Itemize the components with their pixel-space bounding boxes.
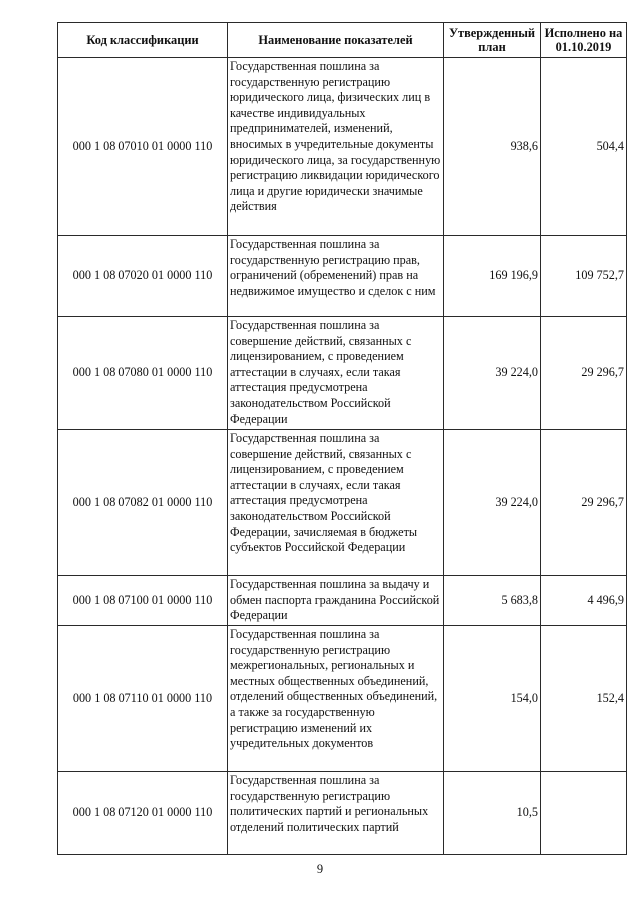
page-number: 9	[316, 862, 324, 876]
row-executed	[541, 772, 627, 855]
row-executed: 4 496,9	[541, 576, 627, 626]
row-plan: 154,0	[444, 626, 541, 772]
row-name: Государственная пошлина за государственную регистрацию прав, ограничений (обременений) прав на недвижимое имущество и сделок с ним	[228, 236, 444, 317]
row-code: 000 1 08 07120 01 0000 110	[58, 772, 228, 855]
row-plan: 10,5	[444, 772, 541, 855]
budget-revenue-table	[57, 22, 627, 855]
table-header-row	[58, 23, 627, 58]
row-code: 000 1 08 07082 01 0000 110	[58, 430, 228, 576]
row-code: 000 1 08 07020 01 0000 110	[58, 236, 228, 317]
row-name: Государственная пошлина за совершение действий, связанных с лицензированием, с проведением аттестации в случаях, если такая аттестация предусмотрена законодательством Российской Федерации, зачисляемая в бюджеты субъектов Российской Федерации	[228, 430, 444, 576]
table-row	[58, 772, 627, 855]
row-executed: 109 752,7	[541, 236, 627, 317]
table-row	[58, 236, 627, 317]
table-row	[58, 626, 627, 772]
header-name: Наименование показателей	[228, 23, 444, 58]
header-executed: Исполнено на 01.10.2019	[541, 23, 627, 58]
row-plan: 5 683,8	[444, 576, 541, 626]
row-plan: 938,6	[444, 58, 541, 236]
row-executed: 504,4	[541, 58, 627, 236]
row-name: Государственная пошлина за государственную регистрацию юридического лица, физических лиц в качестве индивидуальных предпринимателей, изменений, вносимых в учредительные документы юридического лица, за государственную регистрацию ликвидации юридического лица и другие юридически значимые действия	[228, 58, 444, 236]
row-code: 000 1 08 07010 01 0000 110	[58, 58, 228, 236]
row-name: Государственная пошлина за государственную регистрацию политических партий и региональных отделений политических партий	[228, 772, 444, 855]
row-name: Государственная пошлина за выдачу и обмен паспорта гражданина Российской Федерации	[228, 576, 444, 626]
header-plan: Утвержденный план	[444, 23, 541, 58]
row-plan: 39 224,0	[444, 430, 541, 576]
row-executed: 29 296,7	[541, 430, 627, 576]
row-name: Государственная пошлина за совершение действий, связанных с лицензированием, с проведением аттестации в случаях, если такая аттестация предусмотрена законодательством Российской Федерации	[228, 317, 444, 430]
table-row	[58, 430, 627, 576]
row-plan: 39 224,0	[444, 317, 541, 430]
header-code: Код классификации	[58, 23, 228, 58]
row-code: 000 1 08 07110 01 0000 110	[58, 626, 228, 772]
row-name: Государственная пошлина за государственную регистрацию межрегиональных, региональных и местных общественных объединений, отделений общественных объединений, а также за государственную регистрацию изменений их учредительных документов	[228, 626, 444, 772]
row-plan: 169 196,9	[444, 236, 541, 317]
row-code: 000 1 08 07100 01 0000 110	[58, 576, 228, 626]
table-row	[58, 576, 627, 626]
table-row	[58, 317, 627, 430]
row-code: 000 1 08 07080 01 0000 110	[58, 317, 228, 430]
row-executed: 29 296,7	[541, 317, 627, 430]
row-executed: 152,4	[541, 626, 627, 772]
table-row	[58, 58, 627, 236]
